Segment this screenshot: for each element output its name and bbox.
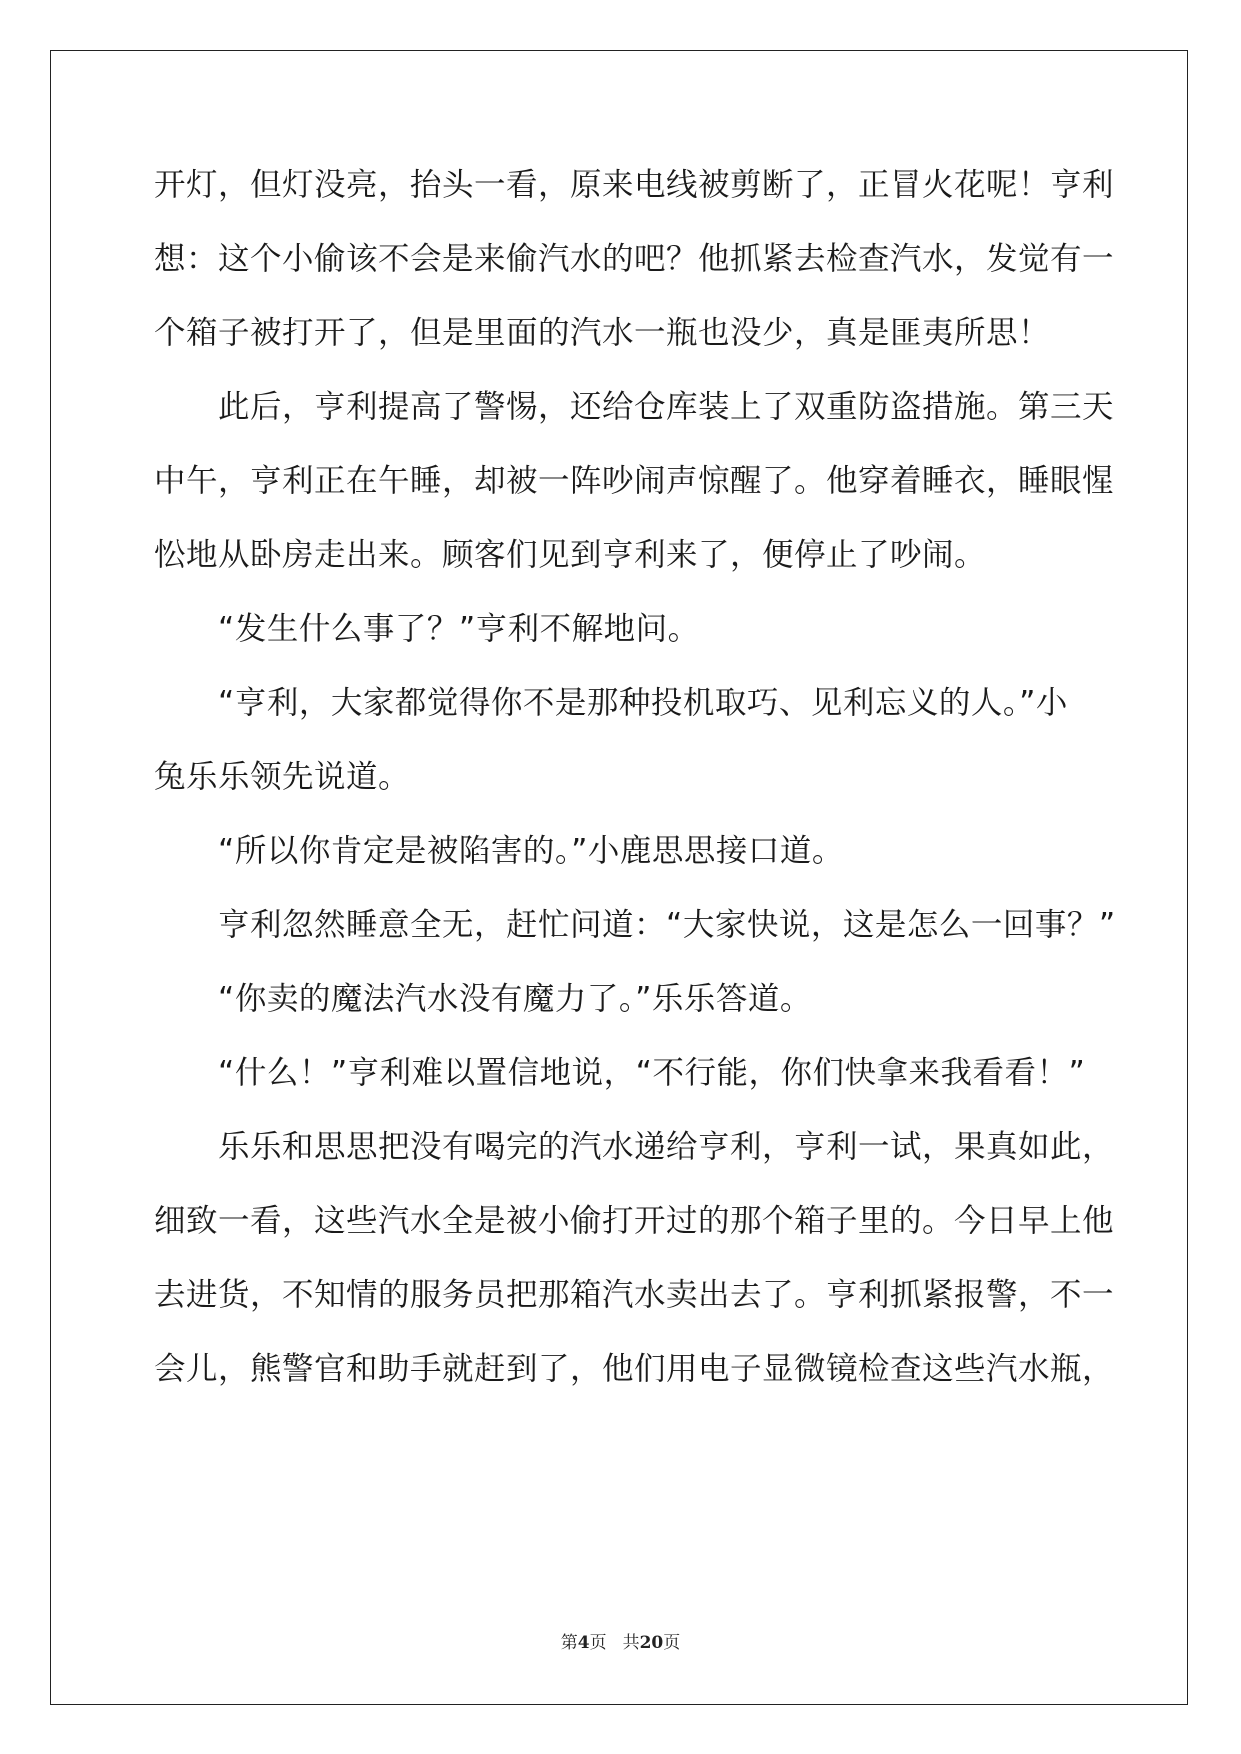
page-border [50, 50, 1188, 1705]
footer-prefix: 第 [560, 1633, 578, 1653]
text-line: 兔乐乐领先说道。 [154, 759, 411, 795]
current-page-number: 4 [577, 1633, 590, 1653]
text-line: 亨利忽然睡意全无，赶忙问道：“大家快说，这是怎么一回事？” [154, 907, 1116, 943]
footer-total-suffix: 页 [663, 1633, 681, 1653]
text-line: “亨利，大家都觉得你不是那种投机取巧、见利忘义的人。”小 [154, 685, 1068, 721]
text-line: 开灯，但灯没亮，抬头一看，原来电线被剪断了，正冒火花呢！亨利 [154, 167, 1115, 203]
text-line: “所以你肯定是被陷害的。”小鹿思思接口道。 [154, 833, 844, 869]
text-line: “什么！”亨利难以置信地说，“不行能，你们快拿来我看看！” [154, 1055, 1086, 1091]
text-line: 细致一看，这些汽水全是被小偷打开过的那个箱子里的。今日早上他 [154, 1203, 1115, 1239]
text-line: 个箱子被打开了，但是里面的汽水一瓶也没少，真是匪夷所思！ [154, 315, 1051, 351]
text-line: 中午，亨利正在午睡，却被一阵吵闹声惊醒了。他穿着睡衣，睡眼惺 [154, 463, 1115, 499]
text-line: 乐乐和思思把没有喝完的汽水递给亨利，亨利一试，果真如此， [154, 1129, 1115, 1165]
total-page-count: 20 [639, 1633, 664, 1653]
text-line: 去进货，不知情的服务员把那箱汽水卖出去了。亨利抓紧报警，不一 [154, 1277, 1115, 1313]
text-line: “你卖的魔法汽水没有魔力了。”乐乐答道。 [154, 981, 812, 1017]
text-line: 忪地从卧房走出来。顾客们见到亨利来了，便停止了吵闹。 [154, 537, 987, 573]
text-line: 会儿，熊警官和助手就赶到了，他们用电子显微镜检查这些汽水瓶， [154, 1351, 1115, 1387]
footer-total-prefix: 共 [622, 1633, 640, 1653]
footer-page-suffix: 页 [589, 1633, 607, 1653]
text-line: 此后，亨利提高了警惕，还给仓库装上了双重防盗措施。第三天 [154, 389, 1115, 425]
text-line: “发生什么事了？”亨利不解地问。 [154, 611, 700, 647]
text-line: 想：这个小偷该不会是来偷汽水的吧？他抓紧去检查汽水，发觉有一 [154, 241, 1115, 277]
page-footer [0, 1628, 1241, 1653]
